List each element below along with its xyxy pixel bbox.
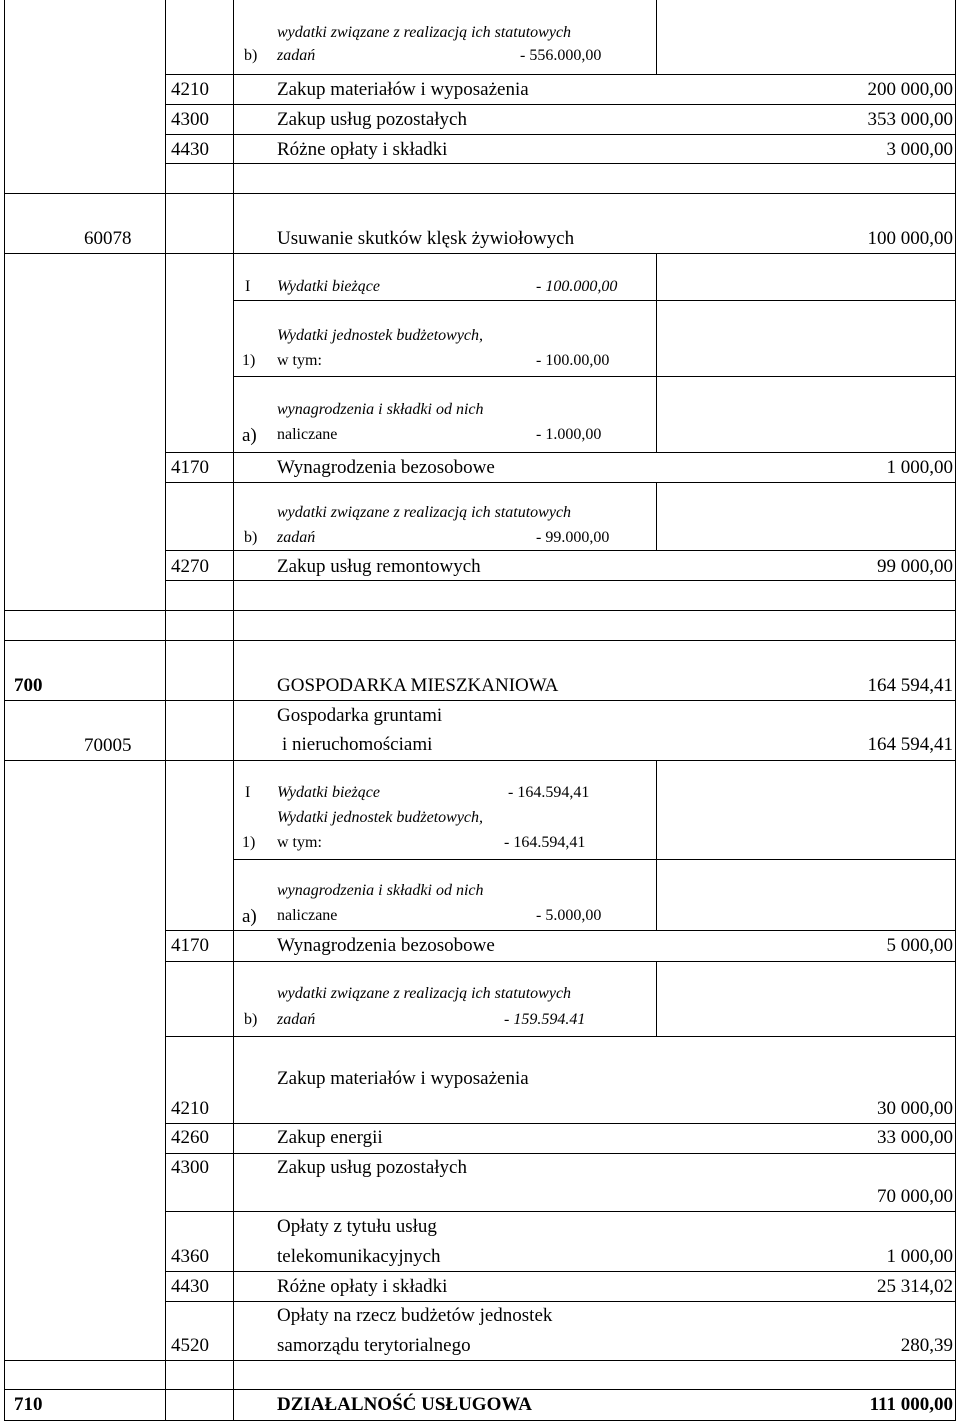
paragraph-description: Zakup energii xyxy=(277,1127,383,1148)
paragraph-description: Różne opłaty i składki xyxy=(277,139,448,160)
paragraph-value: 1 000,00 xyxy=(886,1246,953,1267)
paragraph-value: 99 000,00 xyxy=(877,556,953,577)
item-text: zadań xyxy=(277,529,316,546)
paragraph-code: 4170 xyxy=(171,935,209,956)
item-amount: - 164.594,41 xyxy=(504,834,586,851)
item-letter: 1) xyxy=(242,834,256,851)
item-text: wydatki związane z realizacją ich statutowych xyxy=(277,504,572,521)
paragraph-code: 4170 xyxy=(171,457,209,478)
paragraph-value: 353 000,00 xyxy=(867,109,953,130)
item-text: wydatki związane z realizacją ich statutowych xyxy=(277,985,572,1002)
item-letter: I xyxy=(245,278,251,295)
paragraph-value: 200 000,00 xyxy=(867,79,953,100)
paragraph-code: 4520 xyxy=(171,1335,209,1356)
item-amount: - 100.000,00 xyxy=(536,278,618,295)
item-text: Wydatki jednostek budżetowych, xyxy=(277,809,484,826)
paragraph-value: 30 000,00 xyxy=(877,1098,953,1119)
item-text: wydatki związane z realizacją ich statutowych xyxy=(277,24,572,41)
paragraph-code: 4260 xyxy=(171,1127,209,1148)
paragraph-value: 1 000,00 xyxy=(886,457,953,478)
paragraph-code: 4430 xyxy=(171,1276,209,1297)
paragraph-description: Wynagrodzenia bezosobowe xyxy=(277,935,495,956)
item-text: zadań xyxy=(277,47,316,64)
paragraph-code: 4210 xyxy=(171,79,209,100)
paragraph-value: 5 000,00 xyxy=(886,935,953,956)
item-text: Wydatki bieżące xyxy=(277,278,380,295)
paragraph-code: 4210 xyxy=(171,1098,209,1119)
section-value: 164 594,41 xyxy=(867,734,953,755)
item-letter: I xyxy=(245,784,251,801)
item-text: zadań xyxy=(277,1011,316,1028)
item-amount: - 5.000,00 xyxy=(536,907,602,924)
paragraph-value: 70 000,00 xyxy=(877,1186,953,1207)
paragraph-value: 280,39 xyxy=(900,1335,953,1356)
item-amount: - 556.000,00 xyxy=(520,47,602,64)
division-value: 111 000,00 xyxy=(869,1394,953,1415)
paragraph-description: samorządu terytorialnego xyxy=(277,1335,471,1356)
item-letter: a) xyxy=(242,425,257,446)
paragraph-description: Zakup usług pozostałych xyxy=(277,109,467,130)
item-amount: - 1.000,00 xyxy=(536,426,602,443)
division-description: GOSPODARKA MIESZKANIOWA xyxy=(277,675,559,696)
section-value: 100 000,00 xyxy=(867,228,953,249)
item-text: w tym: xyxy=(277,834,322,851)
paragraph-description: Różne opłaty i składki xyxy=(277,1276,448,1297)
paragraph-code: 4360 xyxy=(171,1246,209,1267)
item-amount: - 99.000,00 xyxy=(536,529,610,546)
paragraph-description: Opłaty na rzecz budżetów jednostek xyxy=(277,1305,553,1326)
item-letter: a) xyxy=(242,906,257,927)
division-value: 164 594,41 xyxy=(867,675,953,696)
section-description: i nieruchomościami xyxy=(282,734,433,755)
item-text: Wydatki jednostek budżetowych, xyxy=(277,327,484,344)
paragraph-code: 4270 xyxy=(171,556,209,577)
paragraph-code: 4300 xyxy=(171,109,209,130)
item-letter: b) xyxy=(244,1011,258,1028)
paragraph-value: 33 000,00 xyxy=(877,1127,953,1148)
paragraph-description: Zakup materiałów i wyposażenia xyxy=(277,1068,529,1089)
paragraph-description: Wynagrodzenia bezosobowe xyxy=(277,457,495,478)
section-description: Usuwanie skutków klęsk żywiołowych xyxy=(277,228,575,249)
paragraph-description: Zakup usług remontowych xyxy=(277,556,481,577)
section-code: 70005 xyxy=(84,735,132,756)
paragraph-description: Zakup usług pozostałych xyxy=(277,1157,467,1178)
item-letter: b) xyxy=(244,47,258,64)
item-text: Wydatki bieżące xyxy=(277,784,380,801)
paragraph-code: 4430 xyxy=(171,139,209,160)
division-code: 700 xyxy=(14,675,43,696)
item-text: naliczane xyxy=(277,426,338,443)
item-text: wynagrodzenia i składki od nich xyxy=(277,882,484,899)
item-amount: - 164.594,41 xyxy=(508,784,590,801)
item-text: w tym: xyxy=(277,352,322,369)
item-amount: - 100.00,00 xyxy=(536,352,610,369)
item-letter: 1) xyxy=(242,352,256,369)
section-description: Gospodarka gruntami xyxy=(277,705,443,726)
paragraph-value: 25 314,02 xyxy=(877,1276,953,1297)
paragraph-description: Zakup materiałów i wyposażenia xyxy=(277,79,529,100)
division-code: 710 xyxy=(14,1394,43,1415)
item-text: wynagrodzenia i składki od nich xyxy=(277,401,484,418)
paragraph-description: telekomunikacyjnych xyxy=(277,1246,441,1267)
item-letter: b) xyxy=(244,529,258,546)
item-text: naliczane xyxy=(277,907,338,924)
division-description: DZIAŁALNOŚĆ USŁUGOWA xyxy=(277,1394,532,1415)
paragraph-description: Opłaty z tytułu usług xyxy=(277,1216,437,1237)
paragraph-code: 4300 xyxy=(171,1157,209,1178)
section-code: 60078 xyxy=(84,228,132,249)
item-amount: - 159.594.41 xyxy=(504,1011,586,1028)
paragraph-value: 3 000,00 xyxy=(886,139,953,160)
